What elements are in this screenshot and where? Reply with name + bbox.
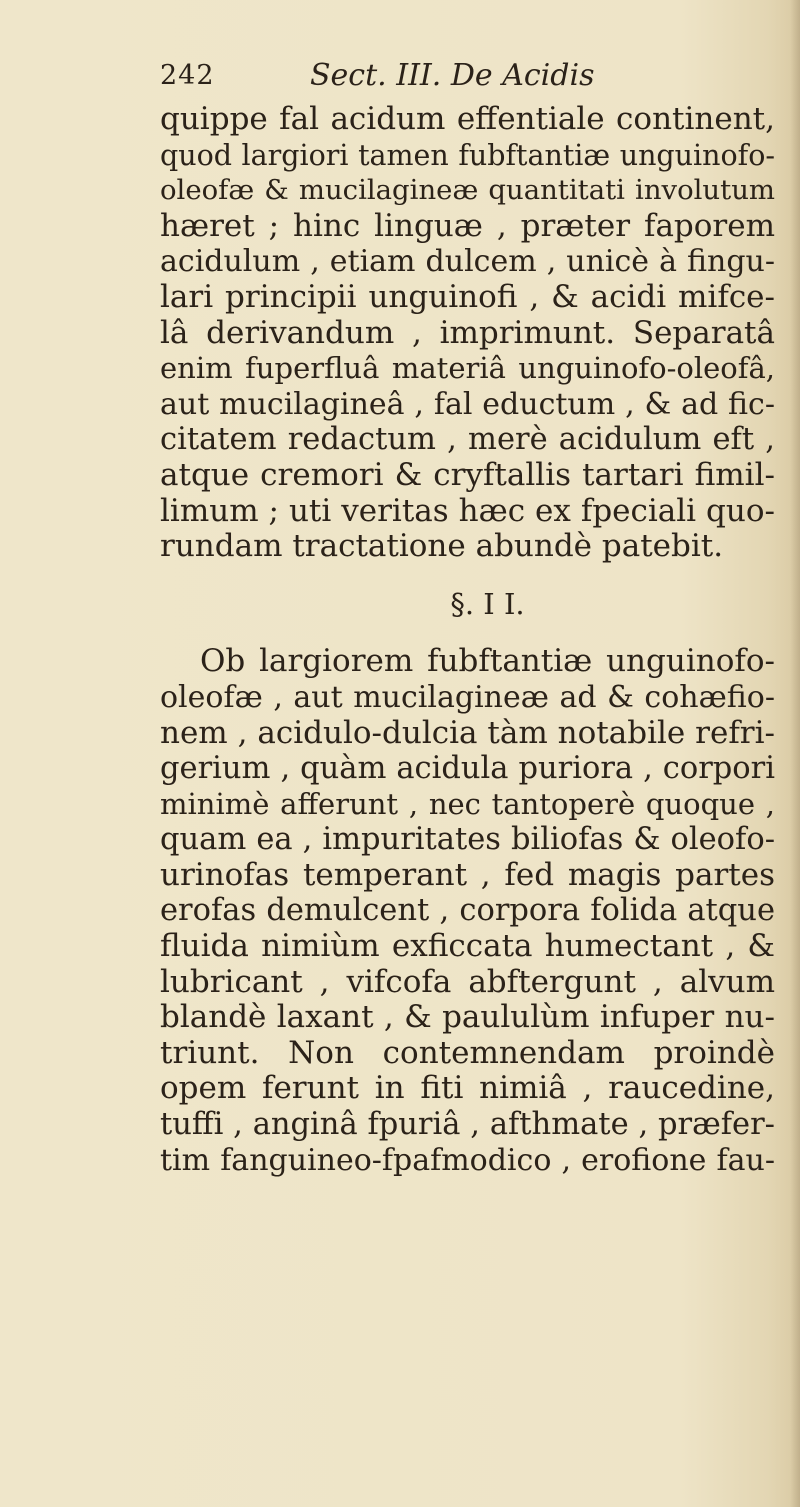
text-line: gerium , quàm acidula puriora , corpori <box>160 751 775 787</box>
running-head: Sect. III. De Acidis <box>310 58 595 93</box>
text-line: lari principii unguinofi , & acidi mifce- <box>160 278 775 315</box>
text-line: fluida nimiùm exficcata humectant , & <box>160 928 775 965</box>
text-line: atque cremori & cryftallis tartari fimil- <box>160 456 775 493</box>
text-line: acidulum , etiam dulcem , unicè à fingu- <box>160 244 775 280</box>
page-number: 242 <box>160 60 215 91</box>
section-heading: §. I I. <box>450 586 525 621</box>
text-line: quippe fal acidum effentiale continent, <box>160 101 775 137</box>
text-line: tuffi , anginâ fpuriâ , afthmate , præfer- <box>160 1107 775 1143</box>
text-line: citatem redactum , merè acidulum eft , <box>160 422 775 458</box>
paragraph-1 <box>160 102 775 565</box>
text-line: opem ferunt in fiti nimiâ , raucedine, <box>160 1070 775 1107</box>
text-line: hæret ; hinc linguæ , præter faporem <box>160 207 775 244</box>
text-line: oleofæ & mucilagineæ quantitati involutum <box>160 174 775 207</box>
text-line: lâ derivandum , imprimunt. Separatâ <box>160 314 775 351</box>
text-line: minimè afferunt , nec tantoperè quoque , <box>160 786 775 821</box>
text-line: erofas demulcent , corpora folida atque <box>160 893 775 929</box>
text-block <box>160 102 775 1178</box>
text-line: rundam tractatione abundè patebit. <box>160 528 724 565</box>
text-line: aut mucilagineâ , fal eductum , & ad fic- <box>160 386 775 422</box>
text-line: nem , acidulo-dulcia tàm notabile refri- <box>160 714 775 751</box>
text-line: lubricant , vifcofa abftergunt , alvum <box>160 963 775 1000</box>
page-header <box>160 58 780 98</box>
text-line: limum ; uti veritas hæc ex fpeciali quo- <box>160 492 775 529</box>
text-line: tim fanguineo-fpafmodico , erofione fau- <box>160 1142 775 1178</box>
text-line: blandè laxant , & paululùm infuper nu- <box>160 999 775 1036</box>
page-edge-shadow <box>790 0 800 1507</box>
text-line: Ob largiorem fubftantiæ unguinofo- <box>200 643 775 680</box>
text-line: quam ea , impuritates biliofas & oleofo- <box>160 822 775 858</box>
text-line: urinofas temperant , fed magis partes <box>160 856 775 893</box>
text-line: oleofæ , aut mucilagineæ ad & cohæfio- <box>160 679 775 715</box>
text-line: quod largiori tamen fubftantiæ unguinofo- <box>160 138 775 172</box>
text-line: enim fuperfluâ materiâ unguinofo-oleofâ, <box>160 351 775 386</box>
paragraph-2 <box>160 644 775 1178</box>
text-line: triunt. Non contemnendam proindè <box>160 1034 775 1071</box>
